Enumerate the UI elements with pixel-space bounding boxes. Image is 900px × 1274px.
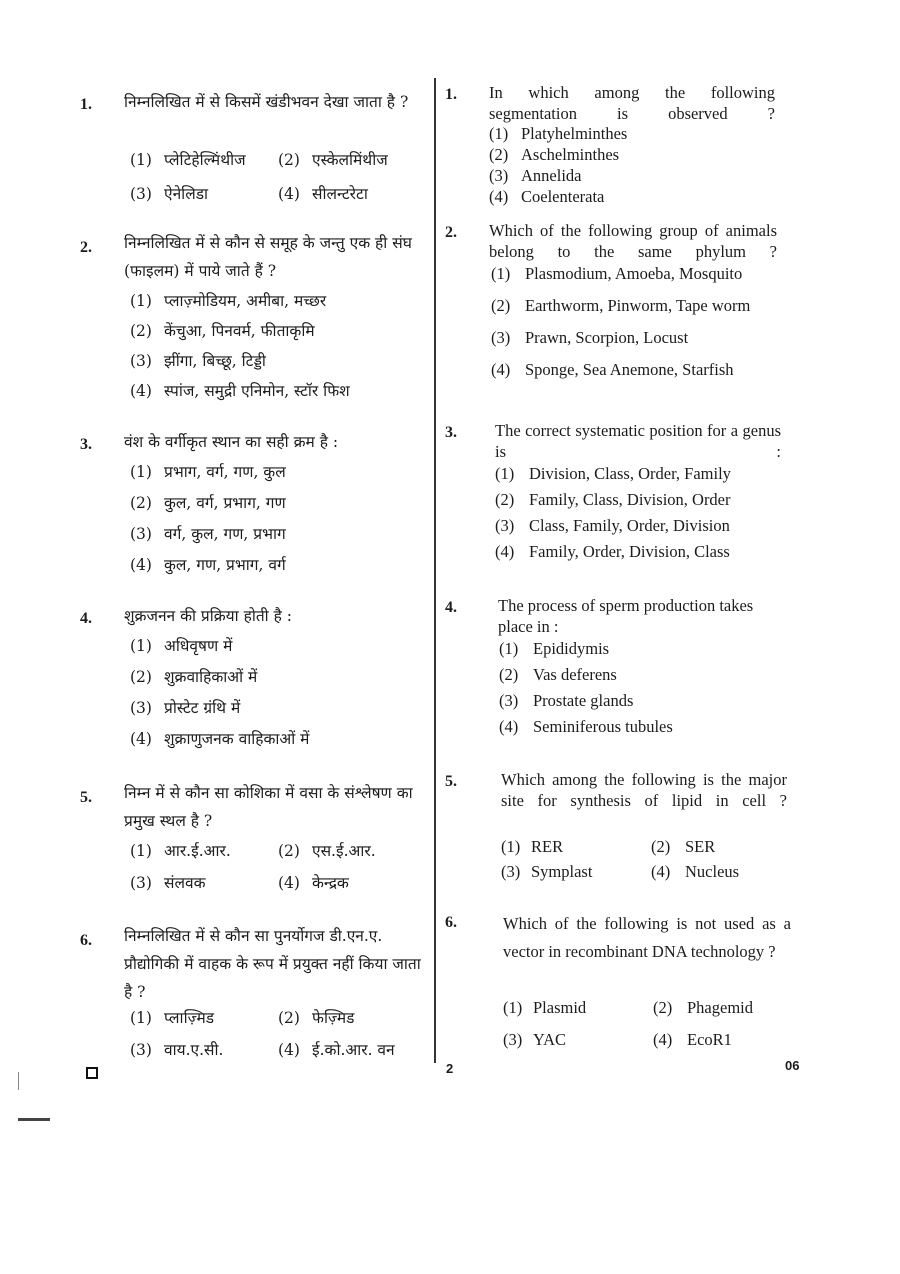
option-3: (3) ऐनेलिडा [130,185,209,203]
option-3: (3) प्रोस्टेट ग्रंथि में [130,699,241,717]
option-4: (4) स्पांज, समुद्री एनिमोन, स्टॉर फिश [130,382,350,400]
option-4: (4) सीलन्टरेटा [278,185,368,203]
option-3: (3) Prostate glands [499,691,634,710]
option-3: (3) YAC [503,1030,567,1049]
option-4: (4) Sponge, Sea Anemone, Starfish [491,360,734,379]
option-4: (4) शुक्राणुजनक वाहिकाओं में [130,730,310,748]
question-number: 3. [445,424,457,441]
booklet-code: 06 [785,1058,800,1073]
option-4: (4) केन्द्रक [278,874,349,892]
option-2: (2) Family, Class, Division, Order [495,490,731,509]
option-3: (3) Annelida [489,166,582,185]
options [499,639,795,743]
option-1: (1) प्लाज़्मिड [130,1009,215,1027]
option-1: (1) प्लाज़्मोडियम, अमीबा, मच्छर [130,292,327,310]
option-2: (2) Phagemid [653,998,753,1017]
question-number: 2. [80,239,92,256]
options [130,634,425,758]
option-1: (1) आर.ई.आर. [130,842,231,860]
options [495,464,795,568]
option-1: (1) Epididymis [499,639,610,658]
option-3: (3) Symplast [501,862,593,881]
question-number: 4. [445,599,457,616]
option-1: (1) Plasmid [503,998,587,1017]
column-divider [434,78,436,1063]
option-4: (4) Nucleus [651,862,740,881]
option-4: (4) कुल, गण, प्रभाग, वर्ग [130,556,286,574]
option-3: (3) वर्ग, कुल, गण, प्रभाग [130,525,286,543]
option-1: (1) Plasmodium, Amoeba, Mosquito [491,264,743,283]
question-stem: निम्नलिखित में से कौन सा पुनर्योगज डी.एन.ए. प्रौद्योगिकी में वाहक के रूप में प्रयुक्त नहीं किया जाता है ? [124,927,421,1001]
option-4: (4) ई.को.आर. वन [278,1041,395,1059]
option-3: (3) वाय.ए.सी. [130,1041,224,1059]
option-2: (2) Vas deferens [499,665,617,684]
option-1: (1) प्लेटिहेल्मिंथीज [130,151,246,169]
question-stem: The process of sperm production takes place in : [498,596,754,636]
option-4: (4) Family, Order, Division, Class [495,542,730,561]
page-number: 2 [446,1061,454,1076]
options [130,289,425,409]
option-1: (1) Division, Class, Order, Family [495,464,731,483]
option-4: (4) EcoR1 [653,1030,732,1049]
option-1: (1) RER [501,837,564,856]
option-2: (2) Aschelminthes [489,145,620,164]
option-4: (4) Seminiferous tubules [499,717,673,736]
corner-square-icon [86,1067,98,1079]
question-stem: The correct systematic position for a genus is : [495,421,781,461]
option-2: (2) एस.ई.आर. [278,842,376,860]
scan-mark [18,1072,19,1090]
question-number: 2. [445,224,457,241]
question-stem: वंश के वर्गीकृत स्थान का सही क्रम है : [124,433,339,451]
option-3: (3) संलवक [130,874,206,892]
options [503,998,795,1050]
option-2: (2) फेज़्मिड [278,1009,355,1027]
options [130,1006,425,1060]
option-1: (1) अधिवृषण में [130,637,233,655]
question-number: 1. [445,86,457,103]
question-stem: निम्नलिखित में से किसमें खंडीभवन देखा जाता है ? [124,93,409,111]
option-3: (3) झींगा, बिच्छू, टिड्डी [130,352,266,370]
question-number: 5. [445,773,457,790]
question-stem: In which among the following segmentation is observed ? [489,83,775,123]
question-stem: निम्न में से कौन सा कोशिका में वसा के संश्लेषण का प्रमुख स्थल है ? [124,784,413,830]
option-1: (1) Platyhelminthes [489,124,628,143]
options [489,124,795,208]
option-3: (3) Class, Family, Order, Division [495,516,730,535]
option-3: (3) Prawn, Scorpion, Locust [491,328,689,347]
option-4: (4) Coelenterata [489,187,605,206]
question-stem: शुक्रजनन की प्रक्रिया होती है : [124,607,292,625]
question-number: 1. [80,96,92,113]
option-1: (1) प्रभाग, वर्ग, गण, कुल [130,463,286,481]
question-stem: Which among the following is the major site for synthesis of lipid in cell ? [501,770,787,810]
options [130,839,425,893]
question-number: 6. [445,914,457,931]
options [491,264,795,392]
option-2: (2) शुक्रवाहिकाओं में [130,668,258,686]
options [130,460,425,584]
options [501,837,795,882]
question-number: 3. [80,436,92,453]
option-2: (2) एस्केलमिंथीज [278,151,388,169]
question-number: 6. [80,932,92,949]
option-2: (2) SER [651,837,716,856]
question-number: 5. [80,789,92,806]
option-2: (2) कुल, वर्ग, प्रभाग, गण [130,494,286,512]
question-number: 4. [80,610,92,627]
option-2: (2) केंचुआ, पिनवर्म, फीताकृमि [130,322,315,340]
question-stem: Which of the following group of animals belong to the same phylum ? [489,221,777,261]
question-stem: Which of the following is not used as a vector in recombinant DNA technology ? [503,914,791,961]
option-2: (2) Earthworm, Pinworm, Tape worm [491,296,751,315]
question-stem: निम्नलिखित में से कौन से समूह के जन्तु एक ही संघ (फाइलम) में पाये जाते हैं ? [124,234,412,280]
scan-mark [18,1118,50,1121]
options [130,148,425,204]
